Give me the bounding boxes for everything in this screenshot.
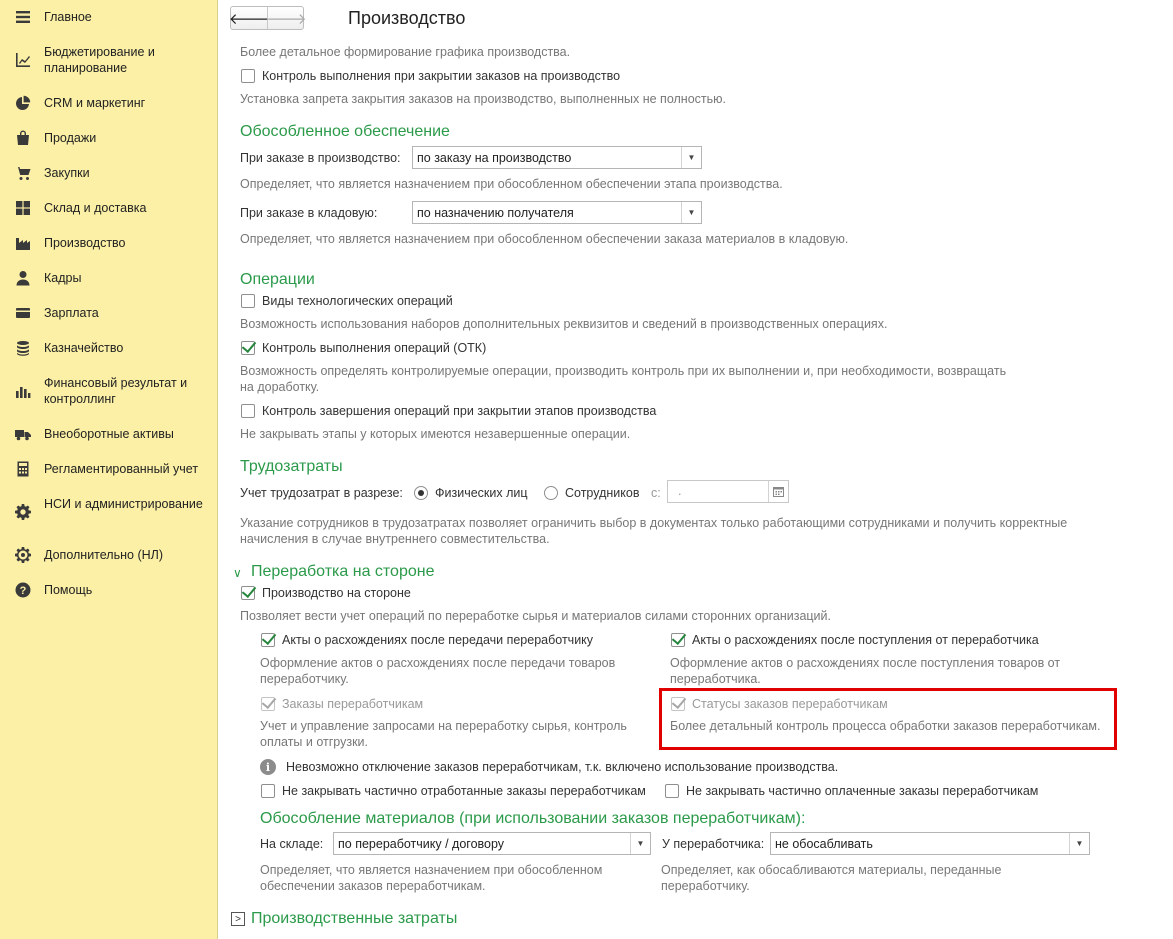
chevron-down-icon[interactable]: ▼ xyxy=(681,202,701,223)
history-nav xyxy=(228,6,307,30)
sidebar-item-label: CRM и маркетинг xyxy=(44,96,146,110)
coins-icon xyxy=(14,339,32,357)
acts-transfer-checkbox[interactable] xyxy=(261,633,275,647)
back-button[interactable]: 🡐 xyxy=(231,7,268,29)
svg-text:?: ? xyxy=(19,585,27,597)
outsourcing-checkbox[interactable] xyxy=(241,586,255,600)
no-close-paid-label[interactable]: Не закрывать частично оплаченные заказы переработчикам xyxy=(686,784,1039,798)
cart-icon xyxy=(14,164,32,182)
acts-transfer-label[interactable]: Акты о расхождениях после передачи переработчику xyxy=(282,633,594,647)
employees-radio[interactable] xyxy=(544,486,558,500)
acts-receipt-hint: Оформление актов о расхождениях после поступления товаров от xyxy=(670,656,1061,670)
warehouse-hint: Определяет, что является назначением при обособленном xyxy=(260,863,603,877)
factory-icon xyxy=(14,234,32,252)
warehouse-label: На складе: xyxy=(260,837,324,851)
acts-receipt-label[interactable]: Акты о расхождениях после поступления от переработчика xyxy=(692,633,1039,647)
warehouse-icon xyxy=(14,199,32,217)
processor-orders-label: Заказы переработчикам xyxy=(282,697,424,711)
production-costs-title[interactable]: Производственные затраты xyxy=(251,910,458,927)
chevron-down-icon[interactable]: ▼ xyxy=(630,833,650,854)
processor-select[interactable] xyxy=(770,832,1090,855)
sidebar-item-label: Регламентированный учет xyxy=(44,462,199,476)
sidebar-item-label: Главное xyxy=(44,10,92,24)
info-icon: i xyxy=(260,759,276,775)
sidebar-item-label: Зарплата xyxy=(44,306,99,320)
processor-hint: Определяет, как обосабливаются материалы, переданные xyxy=(661,863,1002,877)
sidebar-item-label: Внеоборотные активы xyxy=(44,427,174,441)
chevron-down-icon[interactable]: ▼ xyxy=(681,147,701,168)
employees-label[interactable]: Сотрудников xyxy=(565,486,640,500)
individuals-label[interactable]: Физических лиц xyxy=(435,486,528,500)
materials-title: Обособление материалов (при использовании заказов переработчикам): xyxy=(260,810,806,827)
warehouse-select[interactable] xyxy=(333,832,651,855)
sidebar-item-label: Финансовый результат и контроллинг xyxy=(44,376,188,406)
processor-label: У переработчика: xyxy=(662,837,765,851)
operation-finish-hint: Не закрывать этапы у которых имеются незавершенные операции. xyxy=(240,427,631,441)
production-order-value: по заказу на производство xyxy=(417,150,572,165)
shopping-bag-icon xyxy=(14,129,32,147)
sidebar-item-label: Казначейство xyxy=(44,341,124,355)
acts-receipt-hint: переработчика. xyxy=(670,672,761,686)
truck-icon xyxy=(14,425,32,443)
person-icon xyxy=(14,269,32,287)
control-close-hint: Установка запрета закрытия заказов на производство, выполненных не полностью. xyxy=(240,92,726,106)
schedule-hint: Более детальное формирование графика производства. xyxy=(240,45,571,59)
highlight-frame xyxy=(659,688,1117,750)
page-title: Производство xyxy=(348,8,466,28)
sidebar-item-label: Продажи xyxy=(44,131,97,145)
processor-orders-hint: оплаты и отгрузки. xyxy=(260,735,369,749)
no-close-worked-checkbox[interactable] xyxy=(261,784,275,798)
operation-types-hint: Возможность использования наборов дополнительных реквизитов и сведений в производственных операциях. xyxy=(240,317,888,331)
sidebar-item-label: Кадры xyxy=(44,271,82,285)
sidebar-item-label: НСИ и администрирование xyxy=(44,497,203,511)
warehouse-hint: обеспечении заказов переработчикам. xyxy=(260,879,486,893)
gear-outline-icon xyxy=(14,546,32,564)
processor-hint: переработчику. xyxy=(661,879,750,893)
info-message: Невозможно отключение заказов переработчикам, т.к. включено использование производства. xyxy=(286,760,839,774)
outsourcing-hint: Позволяет вести учет операций по переработке сырья и материалов силами сторонних организаций. xyxy=(240,609,831,623)
sidebar-item-label: Склад и доставка xyxy=(44,201,147,215)
labor-hint: Указание сотрудников в трудозатратах позволяет ограничить выбор в документах только работающими сотрудниками и получить корректные xyxy=(240,516,1068,530)
since-date-value: . xyxy=(678,484,682,498)
main-panel xyxy=(219,0,1173,939)
help-icon xyxy=(14,581,32,599)
operation-types-checkbox[interactable] xyxy=(241,294,255,308)
chevron-down-icon[interactable]: ▼ xyxy=(1069,833,1089,854)
otk-hint: Возможность определять контролируемые операции, производить контроль при их выполнении и, при необходимости, возвращать xyxy=(240,364,1007,378)
labor-title: Трудозатраты xyxy=(240,458,343,475)
calculator-icon xyxy=(14,460,32,478)
processor-orders-hint: Учет и управление запросами на переработку сырья, контроль xyxy=(260,719,627,733)
order-statuses-label: Статусы заказов переработчикам xyxy=(692,697,888,711)
production-order-select[interactable] xyxy=(412,146,702,169)
no-close-worked-label[interactable]: Не закрывать частично отработанные заказы переработчикам xyxy=(282,784,646,798)
storage-order-value: по назначению получателя xyxy=(417,205,574,220)
sidebar xyxy=(0,0,218,939)
gear-icon xyxy=(14,503,32,521)
collapse-chevron-icon[interactable]: ∨ xyxy=(233,566,242,580)
sidebar-item-label: Помощь xyxy=(44,583,93,597)
since-date-input[interactable] xyxy=(667,480,789,503)
warehouse-value: по переработчику / договору xyxy=(338,836,505,851)
operation-types-label[interactable]: Виды технологических операций xyxy=(262,294,453,308)
sidebar-item-label: Закупки xyxy=(44,166,90,180)
acts-transfer-hint: переработчику. xyxy=(260,672,349,686)
acts-transfer-hint: Оформление актов о расхождениях после передачи товаров xyxy=(260,656,616,670)
wallet-icon xyxy=(14,304,32,322)
operation-finish-label[interactable]: Контроль завершения операций при закрытии этапов производства xyxy=(262,404,657,418)
production-order-label: При заказе в производство: xyxy=(240,151,401,165)
sidebar-item-label: Бюджетирование и планирование xyxy=(44,45,155,75)
individuals-radio[interactable] xyxy=(414,486,428,500)
sidebar-item-label: Дополнительно (НЛ) xyxy=(44,548,163,562)
labor-breakdown-label: Учет трудозатрат в разрезе: xyxy=(240,486,403,500)
budget-icon xyxy=(14,51,32,69)
operation-finish-checkbox[interactable] xyxy=(241,404,255,418)
processor-value: не обосабливать xyxy=(775,836,873,851)
menu-icon xyxy=(14,8,32,26)
storage-order-select[interactable] xyxy=(412,201,702,224)
outsourcing-label[interactable]: Производство на стороне xyxy=(262,586,411,600)
sidebar-item-label: Производство xyxy=(44,236,126,250)
separate-supply-title: Обособленное обеспечение xyxy=(240,123,450,140)
otk-checkbox[interactable] xyxy=(241,341,255,355)
storage-order-hint: Определяет, что является назначением при обособленном обеспечении заказа материалов в кладовую. xyxy=(240,232,849,246)
outsourcing-title[interactable]: Переработка на стороне xyxy=(251,563,435,580)
since-label: с: xyxy=(651,486,661,500)
no-close-paid-checkbox[interactable] xyxy=(665,784,679,798)
processor-orders-checkbox xyxy=(261,697,275,711)
production-order-hint: Определяет, что является назначением при обособленном обеспечении этапа производства. xyxy=(240,177,783,191)
expand-chevron-icon[interactable]: > xyxy=(231,912,245,926)
otk-label[interactable]: Контроль выполнения операций (ОТК) xyxy=(262,341,487,355)
order-statuses-hint: Более детальный контроль процесса обработки заказов переработчикам. xyxy=(670,719,1101,733)
operations-title: Операции xyxy=(240,271,315,288)
bar-chart-icon xyxy=(14,382,32,400)
otk-hint: на доработку. xyxy=(240,380,320,394)
control-close-checkbox[interactable] xyxy=(241,69,255,83)
forward-button[interactable]: 🡒 xyxy=(266,10,307,28)
storage-order-label: При заказе в кладовую: xyxy=(240,206,378,220)
acts-receipt-checkbox[interactable] xyxy=(671,633,685,647)
labor-hint: начисления в случае внутреннего совместительства. xyxy=(240,532,550,546)
calendar-icon[interactable] xyxy=(768,481,788,502)
control-close-label[interactable]: Контроль выполнения при закрытии заказов на производство xyxy=(262,69,621,83)
pie-chart-icon xyxy=(14,94,32,112)
